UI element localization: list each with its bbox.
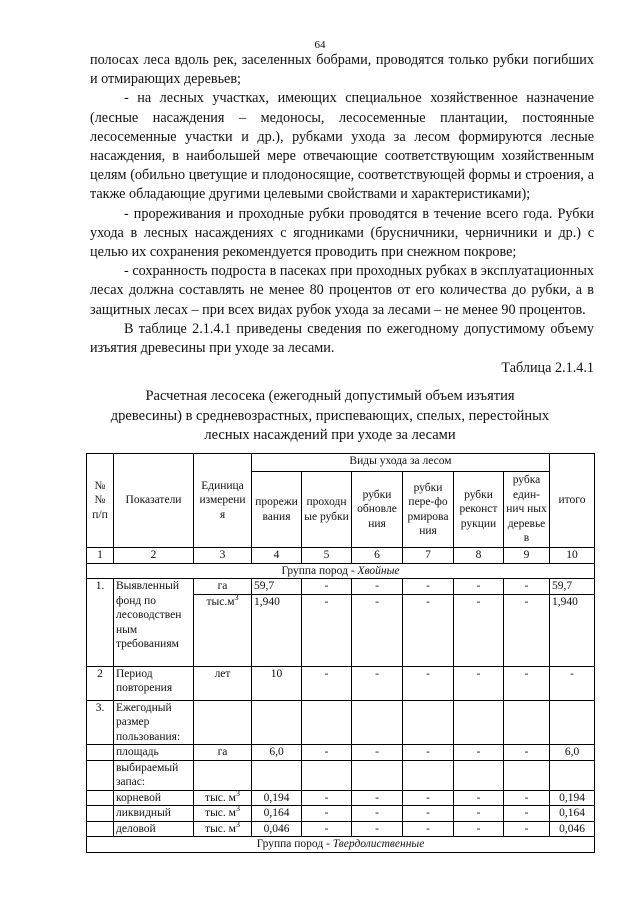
unit-sup: 3 (235, 819, 240, 829)
row-num: 2 (87, 666, 114, 700)
cell: - (454, 790, 504, 806)
cell (454, 700, 504, 745)
col-number: 5 (302, 548, 352, 564)
group-row (87, 563, 595, 579)
col-number: 6 (352, 548, 403, 564)
cell: - (352, 745, 403, 761)
cell: 0,194 (252, 790, 302, 806)
body-text (90, 51, 594, 358)
cell (87, 821, 114, 837)
group-label (87, 837, 595, 853)
col-number: 2 (114, 548, 194, 564)
cell (87, 745, 114, 761)
cell (504, 700, 550, 745)
cell: - (504, 790, 550, 806)
cell (302, 700, 352, 745)
col-number: 1 (87, 548, 114, 564)
cell: - (403, 806, 454, 822)
cell (352, 700, 403, 745)
cell: - (302, 790, 352, 806)
cell (87, 806, 114, 822)
column-numbers-row (87, 548, 595, 564)
cell: 0,046 (252, 821, 302, 837)
cell: - (403, 821, 454, 837)
cell: - (352, 821, 403, 837)
cell: - (403, 790, 454, 806)
group-row (87, 837, 595, 853)
row-unit (194, 594, 252, 666)
unit-sup: 3 (235, 804, 240, 814)
table-row (87, 790, 595, 806)
cell (403, 760, 454, 790)
cell (252, 760, 302, 790)
header-col: проходн ые рубки (302, 472, 352, 548)
cell: - (504, 821, 550, 837)
table-title: Расчетная лесосека (ежегодный допустимый объем изъятия древесины) в средневозрастных, приспевающих, спелых, перестойных лесных насаждений при уходе за лесами (110, 388, 550, 443)
header-indicator: Показатели (114, 454, 194, 548)
header-col: прорежи вания (252, 472, 302, 548)
cell (252, 700, 302, 745)
row-unit: га (194, 745, 252, 761)
header-col: рубки обновле ния (352, 472, 403, 548)
cell: - (504, 806, 550, 822)
cell: 0,194 (550, 790, 595, 806)
table-row (87, 700, 595, 745)
paragraph: - прореживания и проходные рубки проводятся в течение всего года. Рубки ухода в лесных насаждениях с ягодниками (брусничники, черничники и др.) с целью их сохранения рекомендуется проводить при снежном покрове; (90, 205, 594, 261)
cell: - (454, 579, 504, 595)
cell: - (504, 666, 550, 700)
col-number: 7 (403, 548, 454, 564)
paragraph: - на лесных участках, имеющих специальное хозяйственное назначение (лесные насаждения – медоносы, лесосеменные плантации, постоянные лесосеменные участки и др.), рубками ухода за лесом формируются лесные насаждения, в наибольшей мере отвечающие соответствующим хозяйственным целям (обильно цветущие и плодоносящие, соответствующей формы и строения, а также обладающие другими целевыми свойствами и характеристиками); (90, 90, 594, 203)
table-row (87, 579, 595, 595)
row-name: ликвидный (114, 806, 194, 822)
cell: - (302, 579, 352, 595)
cell: - (454, 745, 504, 761)
header-unit: Единица измерени я (194, 454, 252, 548)
row-unit: лет (194, 666, 252, 700)
group-prefix: Группа пород - (256, 838, 330, 850)
header-num: № № п/п (87, 454, 114, 548)
cell: - (504, 579, 550, 595)
cell: - (403, 745, 454, 761)
cell (454, 760, 504, 790)
cell (194, 760, 252, 790)
row-unit (194, 806, 252, 822)
cell: 0,046 (550, 821, 595, 837)
cell: - (302, 821, 352, 837)
group-label (87, 563, 595, 579)
row-unit: га (194, 579, 252, 595)
cell (87, 760, 114, 790)
cell (194, 700, 252, 745)
row-name: корневой (114, 790, 194, 806)
table-row (87, 666, 595, 700)
cell: - (352, 666, 403, 700)
cell: - (403, 594, 454, 666)
header-col: рубка един-нич ных деревье в (504, 472, 550, 548)
cell (403, 700, 454, 745)
paragraph: полосах леса вдоль рек, заселенных бобрами, проводятся только рубки погибших и отмирающих деревьев; (90, 52, 594, 88)
cell: - (352, 579, 403, 595)
header-total: итого (550, 454, 595, 548)
cell: - (403, 579, 454, 595)
cell: - (454, 806, 504, 822)
cell: - (454, 666, 504, 700)
group-name: Твердолиственные (332, 838, 425, 850)
cell: - (454, 821, 504, 837)
unit-text: тыс.м (206, 595, 235, 608)
cell: 6,0 (550, 745, 595, 761)
cell (302, 760, 352, 790)
col-number: 3 (194, 548, 252, 564)
cell: - (352, 594, 403, 666)
cell: - (302, 666, 352, 700)
unit-text: тыс. м (205, 791, 236, 804)
header-group: Виды ухода за лесом (252, 454, 550, 472)
cell: - (454, 594, 504, 666)
cell: - (403, 666, 454, 700)
cell: 1,940 (550, 594, 595, 666)
cell: 6,0 (252, 745, 302, 761)
cell: 0,164 (252, 806, 302, 822)
row-unit (194, 821, 252, 837)
table-row (87, 760, 595, 790)
group-name: Хвойные (357, 564, 400, 577)
row-name: выбираемый запас: (114, 760, 194, 790)
cell (504, 760, 550, 790)
cell: - (550, 666, 595, 700)
cell: - (352, 806, 403, 822)
cell: - (302, 594, 352, 666)
table-caption: Таблица 2.1.4.1 (501, 360, 594, 376)
row-name: Период повторения (114, 666, 194, 700)
cell: 10 (252, 666, 302, 700)
row-num: 1. (87, 579, 114, 667)
cell: 59,7 (550, 579, 595, 595)
group-prefix: Группа пород - (281, 564, 355, 577)
col-number: 4 (252, 548, 302, 564)
cell: 1,940 (252, 594, 302, 666)
table-row (87, 745, 595, 761)
cell (550, 700, 595, 745)
cell (352, 760, 403, 790)
cell: 0,164 (550, 806, 595, 822)
page-number: 64 (314, 39, 326, 51)
cell (87, 790, 114, 806)
row-name: Выявленный фонд по лесоводствен ным требованиям (114, 579, 194, 667)
unit-sup: 3 (235, 788, 240, 798)
table-row (87, 806, 595, 822)
col-number: 10 (550, 548, 595, 564)
cell: - (352, 790, 403, 806)
table-row (87, 821, 595, 837)
header-col: рубки реконст рукции (454, 472, 504, 548)
paragraph: В таблице 2.1.4.1 приведены сведения по ежегодному допустимому объему изъятия древесины при уходе за лесами. (90, 320, 594, 357)
unit-text: тыс. м (205, 822, 236, 835)
cell: - (504, 745, 550, 761)
cell: - (504, 594, 550, 666)
row-name: площадь (114, 745, 194, 761)
paragraph: - сохранность подроста в пасеках при проходных рубках в эксплуатационных лесах должна составлять не менее 80 процентов от его количества до рубки, а в защитных лесах – при всех видах рубок ухода за лесами – не менее 90 процентов. (90, 263, 594, 318)
cell: - (302, 745, 352, 761)
cell (550, 760, 595, 790)
row-num: 3. (87, 700, 114, 745)
row-name: деловой (114, 821, 194, 837)
row-name: Ежегодный размер пользования: (114, 700, 194, 745)
unit-sup: 3 (234, 592, 239, 602)
row-unit (194, 790, 252, 806)
header-col: рубки пере-фо рмирова ния (403, 472, 454, 548)
felling-table (86, 453, 595, 853)
unit-text: тыс. м (205, 807, 236, 819)
cell: - (302, 806, 352, 822)
col-number: 9 (504, 548, 550, 564)
cell: 59,7 (252, 579, 302, 595)
col-number: 8 (454, 548, 504, 564)
